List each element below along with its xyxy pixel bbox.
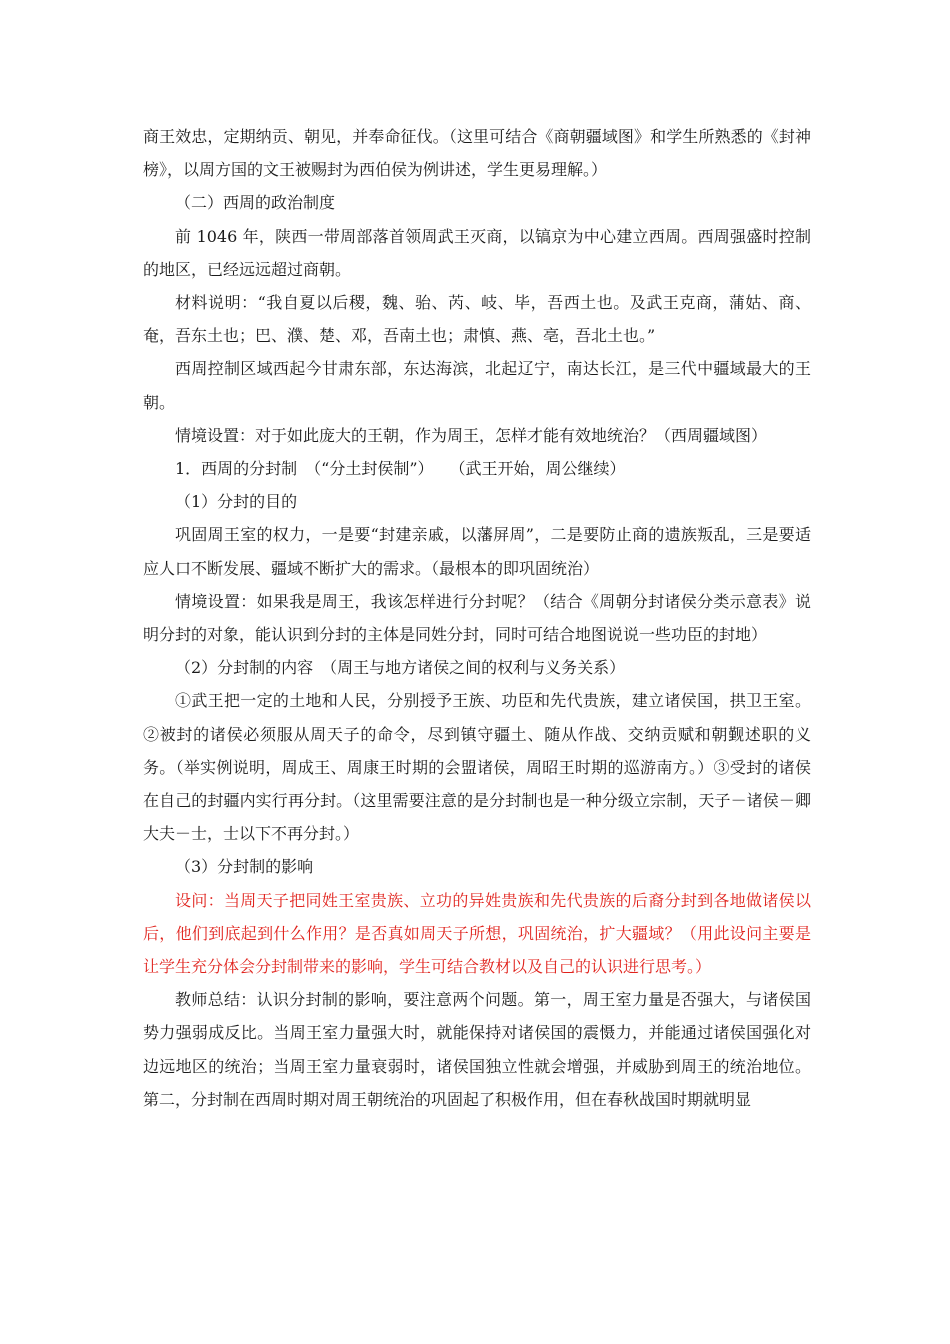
section-heading-western-zhou: （二）西周的政治制度 [175,193,336,213]
paragraph-10: 情境设置：如果我是周王，我该怎样进行分封呢？（结合《周朝分封诸侯分类示意表》说明分封的对象，能认识到分封的主体是同姓分封，同时可结合地图说说一些功臣的封地） [143,591,811,645]
paragraph-3: 前 1046 年，陕西一带周部落首领周武王灭商，以镐京为中心建立西周。西周强盛时控制的地区，已经远远超过商朝。 [143,226,811,279]
paragraph-6: 情境设置：对于如此庞大的王朝，作为周王，怎样才能有效地统治？（西周疆域图） [175,425,768,445]
subheading-purpose: （1）分封的目的 [175,492,298,512]
paragraph-5: 西周控制区域西起今甘肃东部，东达海滨，北起辽宁，南达长江，是三代中疆域最大的王朝。 [143,359,811,412]
paragraph-12: ①武王把一定的土地和人民，分别授予王族、功臣和先代贵族，建立诸侯国，拱卫王室。②被封的诸侯必须服从周天子的命令，尽到镇守疆土、随从作战、交纳贡赋和朝觐述职的义务。（举实例说明，周成王、周康王时期的会盟诸侯，周昭王时期的巡游南方。）③受封的诸侯在自己的封疆内实行再分封。（这里需要注意的是分封制也是一种分级立宗制，天子－诸侯－卿大夫－士，士以下不再分封。） [143,691,811,844]
subheading-content: （2）分封制的内容 （周王与地方诸侯之间的权利与义务关系） [175,658,626,678]
subheading-feudal-system: 1．西周的分封制 （“分土封侯制”） （武王开始，周公继续） [175,459,626,479]
paragraph-4: 材料说明：“我自夏以后稷，魏、骀、芮、岐、毕，吾西土也。及武王克商，蒲姑、商、奄，吾东土也；巴、濮、楚、邓，吾南土也；肃慎、燕、亳，吾北土也。” [143,293,811,346]
paragraph-15: 教师总结：认识分封制的影响，要注意两个问题。第一，周王室力量是否强大，与诸侯国势力强弱成反比。当周王室力量强大时，就能保持对诸侯国的震慑力，并能通过诸侯国强化对边远地区的统治；当周王室力量衰弱时，诸侯国独立性就会增强，并威胁到周王的统治地位。第二，分封制在西周时期对周王朝统治的巩固起了积极作用，但在春秋战国时期就明显 [143,990,811,1109]
question-paragraph: 设问：当周天子把同姓王室贵族、立功的异姓贵族和先代贵族的后裔分封到各地做诸侯以后，他们到底起到什么作用？是否真如周天子所想，巩固统治，扩大疆域？（用此设问主要是让学生充分体会分封制带来的影响，学生可结合教材以及自己的认识进行思考。） [143,890,811,977]
paragraph-1: 商王效忠，定期纳贡、朝见，并奉命征伐。（这里可结合《商朝疆域图》和学生所熟悉的《封神榜》，以周方国的文王被赐封为西伯侯为例讲述，学生更易理解。） [143,127,811,180]
document-body [143,120,811,1116]
paragraph-9: 巩固周王室的权力，一是要“封建亲戚，以藩屏周”，二是要防止商的遗族叛乱，三是要适应人口不断发展、疆域不断扩大的需求。（最根本的即巩固统治） [143,525,811,578]
subheading-influence: （3）分封制的影响 [175,857,314,877]
